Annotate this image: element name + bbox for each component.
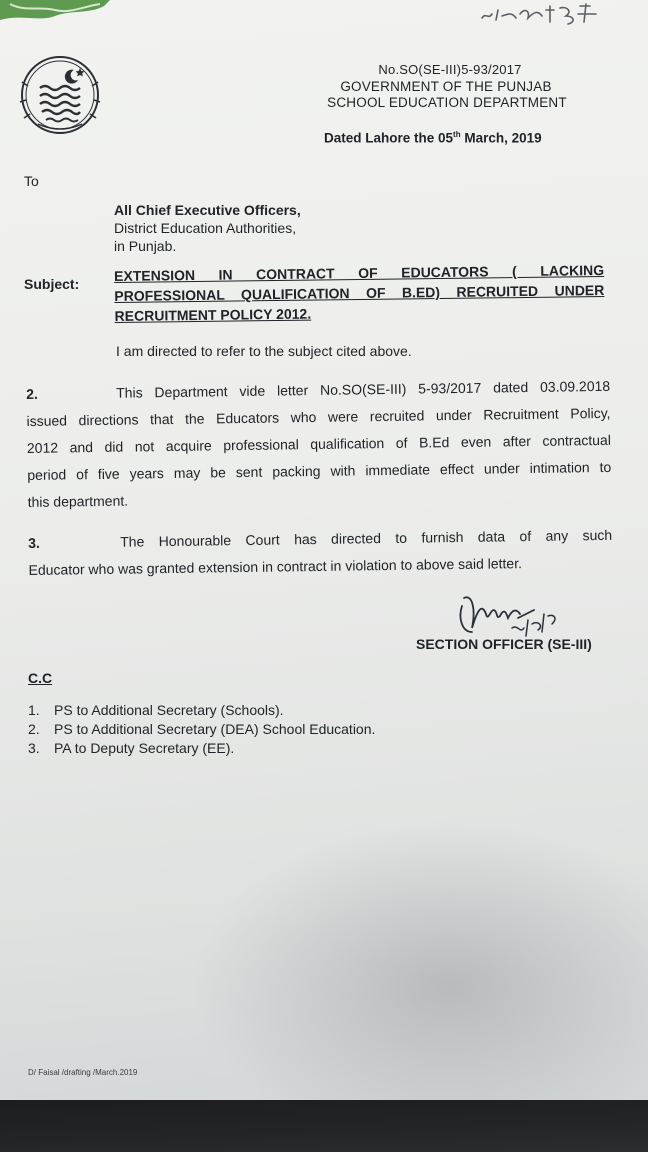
signatory-title: SECTION OFFICER (SE-III) <box>416 636 592 652</box>
cc-item-number: 2. <box>28 721 40 737</box>
cc-item-text: PS to Additional Secretary (Schools). <box>54 702 284 718</box>
cc-item-number: 1. <box>28 702 40 718</box>
cc-item-number: 3. <box>28 740 40 756</box>
signature <box>448 588 578 642</box>
date-suffix-th: th <box>453 130 461 139</box>
date-prefix: Dated Lahore the 05 <box>324 130 454 146</box>
department-title: SCHOOL EDUCATION DEPARTMENT <box>327 95 567 110</box>
punjab-emblem <box>18 54 102 136</box>
government-title: GOVERNMENT OF THE PUNJAB <box>340 79 552 94</box>
addressee-line-1: All Chief Executive Officers, <box>114 202 301 218</box>
paragraph-2-number: 2. <box>26 385 38 402</box>
handwritten-number <box>478 0 608 26</box>
cc-label: C.C <box>28 670 53 686</box>
cc-item-2 <box>28 720 375 739</box>
paragraph-3-line-2: Educator who was granted extension in contract in violation to above said letter. <box>28 555 523 578</box>
addressee-block <box>114 201 301 255</box>
letter-number: No.SO(SE-III)5-93/2017 <box>378 62 522 77</box>
paragraph-2 <box>26 373 612 516</box>
date-suffix: March, 2019 <box>460 130 542 146</box>
subject-line-1: EXTENSION IN CONTRACT OF EDUCATORS ( LACKING <box>114 262 605 284</box>
addressee-line-3: in Punjab. <box>114 238 177 254</box>
cc-item-3 <box>28 739 375 758</box>
drafting-reference: D/ Faisal /drafting /March.2019 <box>28 1068 138 1077</box>
paragraph-2-line-3: 2012 and did not acquire professional qualification of B.Ed even after contractual <box>26 431 611 456</box>
subject-line-2: PROFESSIONAL QUALIFICATION OF B.ED) RECRUITED UNDER <box>114 282 605 304</box>
addressee-line-2: District Education Authorities, <box>114 220 297 236</box>
paragraph-2-line-4: period of five years may be sent packing with immediate effect under intimation to <box>27 458 612 483</box>
paragraph-3-line-1-text: The Honourable Court has directed to furnish data of any such <box>120 526 613 550</box>
cc-item-text: PS to Additional Secretary (DEA) School Education. <box>54 721 376 737</box>
dark-surface <box>0 1100 648 1152</box>
photo-shadow <box>190 820 648 1110</box>
paragraph-2-line-1-text: This Department vide letter No.SO(SE-III) 5-93/2017 dated 03.09.2018 <box>116 377 611 401</box>
cc-item-1 <box>28 701 375 720</box>
decorative-border <box>0 0 110 24</box>
letter-date <box>324 130 542 146</box>
subject-block <box>114 260 605 326</box>
handwritten-number-graphic <box>478 0 608 26</box>
cc-item-text: PA to Deputy Secretary (EE). <box>54 740 235 756</box>
paragraph-2-line-2: issued directions that the Educators who were recruited under Recruitment Policy, <box>26 404 611 429</box>
paragraph-1: I am directed to refer to the subject cited above. <box>116 343 412 359</box>
to-label: To <box>24 173 39 189</box>
paragraph-3 <box>28 522 613 584</box>
subject-label: Subject: <box>24 276 80 292</box>
subject-line-3: RECRUITMENT POLICY 2012. <box>114 305 312 324</box>
paragraph-3-number: 3. <box>28 534 40 551</box>
cc-list <box>28 701 375 758</box>
paragraph-2-line-5: this department. <box>27 492 129 510</box>
